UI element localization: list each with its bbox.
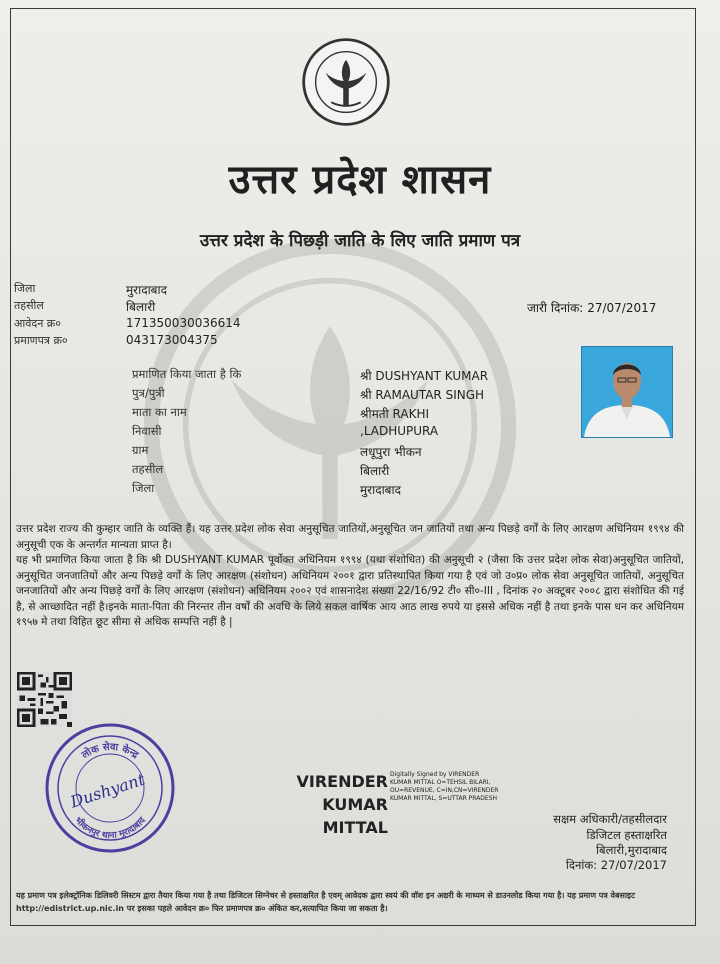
signer-name-line3: MITTAL: [322, 818, 388, 837]
body-paragraph-2: यह भी प्रमाणित किया जाता है कि श्री DUSHYANT KUMAR पूर्वोक्त अधिनियम १९९४ (यथा संशोधित) की अनुसूची २ (जैसा कि उत्तर प्रदेश लोक सेवा)अनुसूचित जातियों, अनुसूचित जनजातियों और अन्य पिछड़े वर्गों के लिए आरक्षण (संशोधन) अधिनियम २००१ द्वारा प्रतिस्थापित किया गया है एवं जो उ०प्र० लोक सेवा अनुसूचित जातियों, अनुसूचित जनजातियों और अन्य पिछड़े वर्गों के लिए आरक्षण (संशोधन) अधिनियम २००२ एवं शासनादेश संख्या 22/16/92 टी० सी०-III , दिनांक २० अक्टूबर २००८ द्वारा संशोधित की गई है, से आच्छादित नहीं है।इनके माता-पिता की निरन्तर तीन वर्षों की अवधि के लिये सकल वार्षिक आय आठ लाख रुपये या इससे अधिक नहीं है तथा इनके पास धन कर अधिनियम १९५७ मे तथा विहित छूट सीमा से अधिक सम्पत्ति नहीं है |: [16, 554, 684, 628]
district-label: जिला: [14, 282, 36, 295]
officer-date-label: दिनांक:: [565, 858, 598, 872]
officer-date: [507, 858, 667, 873]
mother-name: श्रीमती RAKHI: [360, 407, 430, 421]
svg-text:लोक सेवा केन्द्र: [78, 740, 140, 762]
certificate-number-value: 043173004375: [126, 333, 218, 347]
village-value: लधूपुरा भीकन: [360, 445, 422, 459]
issue-date: [527, 299, 656, 316]
issue-date-label: जारी दिनांक:: [527, 301, 584, 315]
signer-name: [292, 770, 388, 839]
digital-signature-details: Digitally Signed by VIRENDER KUMAR MITTAL O=TEHSIL BILARI, OU=REVENUE, C=IN,CN=VIRENDER KUMAR MITTAL, S=UTTAR PRADESH: [390, 771, 499, 802]
svg-text:भीकनपुर थाना मुरादाबाद: [72, 814, 148, 841]
village-label: ग्राम: [132, 443, 149, 457]
certificate-title: उत्तर प्रदेश के पिछड़ी जाति के लिए जाति प्रमाण पत्र: [199, 231, 521, 251]
government-title: उत्तर प्रदेश शासन: [228, 156, 492, 203]
district-value: मुरादाबाद: [126, 283, 168, 297]
certificate-body: [16, 522, 684, 631]
detail-tehsil-value: बिलारी: [360, 464, 390, 478]
officer-date-value: 27/07/2017: [600, 858, 667, 872]
tehsil-value: बिलारी: [126, 300, 156, 314]
detail-district-value: मुरादाबाद: [360, 483, 402, 497]
application-number-label: आवेदन क्र०: [14, 317, 61, 330]
officer-digitally-signed: डिजिटल हस्ताक्षरित: [586, 828, 667, 842]
up-government-emblem-icon: [300, 36, 392, 128]
holder-name: श्री DUSHYANT KUMAR: [360, 369, 489, 383]
mother-label: माता का नाम: [132, 405, 187, 419]
resident-value: ,LADHUPURA: [360, 424, 439, 438]
issue-date-value: 27/07/2017: [587, 301, 657, 315]
certified-label: प्रमाणित किया जाता है कि: [132, 367, 242, 381]
detail-district-label: जिला: [132, 481, 155, 495]
application-number-value: 171350030036614: [126, 316, 241, 330]
stamp-top-text: लोक सेवा केन्द्र: [80, 741, 141, 762]
signer-name-line2: KUMAR: [322, 795, 388, 814]
father-name: श्री RAMAUTAR SINGH: [360, 388, 485, 402]
resident-label: निवासी: [132, 424, 162, 438]
officer-designation: सक्षम अधिकारी/तहसीलदार: [553, 812, 667, 826]
signer-name-line1: VIRENDER: [296, 772, 388, 791]
stamp-signature: Dushyant: [68, 769, 148, 812]
tehsil-label: तहसील: [14, 299, 44, 312]
qr-code: [17, 672, 72, 727]
footer-note: यह प्रमाण पत्र इलेक्ट्रॉनिक डिलिवरी सिस्टम द्वारा तैयार किया गया है तथा डिजिटल सिग्नेचर से हस्ताक्षरित है एवम् आवेदक द्वारा स्वयं की वॉश इन अद्यरी के माध्यम से डाउनलोड किया गया है। यह प्रमाण पत्र वेबसाइट http://edistrict.up.nic.in पर इसका पहले आवेदन क्र० फिर प्रमाणपत्र क्र० अंकित कर,सत्यापित किया जा सकता है।: [16, 891, 635, 913]
body-paragraph-1: उत्तर प्रदेश राज्य की कुम्हार जाति के व्यक्ति हैं। यह उत्तर प्रदेश लोक सेवा अनुसूचित जातियों,अनुसूचित जन जातियों तथा अन्य पिछड़े वर्गों के लिए आरक्षण अधिनियम १९९४ की अनुसूची एक के अन्तर्गत मान्यता प्राप्त है।: [16, 523, 684, 551]
detail-tehsil-label: तहसील: [132, 462, 164, 476]
parent-label: पुत्र/पुत्री: [132, 386, 165, 400]
lok-seva-kendra-stamp: [44, 722, 176, 854]
applicant-photo: [581, 346, 673, 438]
officer-location: बिलारी,मुरादाबाद: [596, 843, 667, 857]
certificate-number-label: प्रमाणपत्र क्र०: [14, 334, 68, 347]
stamp-bottom-text: भीकनपुर थाना मुरादाबाद: [72, 815, 148, 842]
